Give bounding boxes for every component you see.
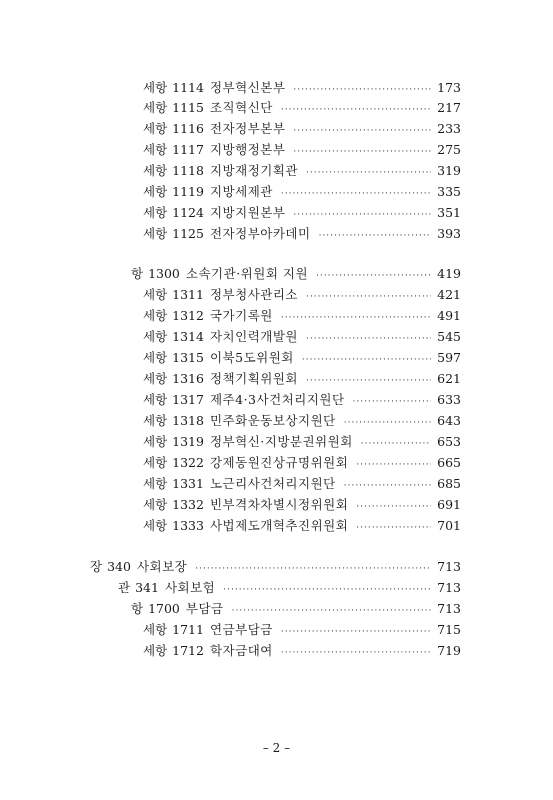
entry-level: 세항	[143, 100, 168, 115]
entry-page-number: 233	[437, 121, 461, 136]
entry-code: 1316	[172, 371, 204, 386]
toc-entry[interactable]	[143, 306, 461, 326]
entry-code: 1124	[172, 205, 204, 220]
entry-level: 세항	[143, 163, 168, 178]
entry-title: 정부혁신본부	[209, 80, 286, 95]
entry-title: 학자금대여	[209, 643, 273, 658]
dot-leader	[344, 413, 431, 433]
entry-page-number: 335	[437, 184, 461, 199]
entry-code: 1125	[172, 226, 204, 241]
dot-leader	[306, 371, 431, 391]
toc-entry[interactable]	[143, 516, 461, 536]
entry-code: 1712	[172, 643, 204, 658]
entry-level: 장	[90, 559, 103, 574]
entry-level: 세항	[143, 329, 168, 344]
dot-leader	[356, 497, 431, 517]
entry-page-number: 351	[437, 205, 461, 220]
entry-page-number: 597	[437, 350, 461, 365]
entry-title: 지방세제관	[209, 184, 273, 199]
entry-level: 세항	[143, 434, 168, 449]
entry-code: 1318	[172, 413, 204, 428]
entry-title: 정책기획위원회	[209, 371, 298, 386]
entry-level: 세항	[143, 184, 168, 199]
dot-leader	[281, 100, 431, 120]
entry-code: 1314	[172, 329, 204, 344]
entry-level: 세항	[143, 476, 168, 491]
entry-code: 1711	[172, 622, 204, 637]
toc-entry[interactable]	[143, 474, 461, 494]
entry-code: 1315	[172, 350, 204, 365]
toc-entry[interactable]	[143, 119, 461, 139]
dot-leader	[356, 455, 431, 475]
entry-title: 조직혁신단	[209, 100, 273, 115]
entry-level: 세항	[143, 518, 168, 533]
dot-leader	[195, 559, 431, 579]
toc-entry[interactable]	[118, 578, 461, 598]
toc-entry[interactable]	[143, 224, 461, 244]
entry-level: 세항	[143, 121, 168, 136]
dot-leader	[306, 163, 431, 183]
entry-title: 정부청사관리소	[209, 287, 298, 302]
entry-level: 항	[131, 601, 144, 616]
entry-page-number: 713	[437, 601, 461, 616]
dot-leader	[344, 476, 431, 496]
toc-entry[interactable]	[143, 98, 461, 118]
entry-title: 이북5도위원회	[209, 350, 294, 365]
dot-leader	[356, 518, 431, 538]
entry-page-number: 685	[437, 476, 461, 491]
entry-code: 1119	[172, 184, 204, 199]
dot-leader	[319, 226, 431, 246]
entry-level: 항	[131, 266, 144, 281]
entry-title: 민주화운동보상지원단	[209, 413, 336, 428]
toc-entry[interactable]	[143, 140, 461, 160]
entry-page-number: 545	[437, 329, 461, 344]
toc-entry[interactable]	[143, 641, 461, 661]
entry-page-number: 173	[437, 80, 461, 95]
entry-code: 1118	[172, 163, 204, 178]
toc-entry[interactable]	[143, 182, 461, 202]
toc-entry[interactable]	[143, 620, 461, 640]
entry-page-number: 275	[437, 142, 461, 157]
entry-title: 사법제도개혁추진위원회	[209, 518, 349, 533]
dot-leader	[293, 205, 431, 225]
dot-leader	[281, 308, 431, 328]
entry-level: 관	[118, 580, 131, 595]
entry-code: 1114	[172, 80, 204, 95]
toc-entry[interactable]	[143, 78, 461, 98]
toc-entry[interactable]	[143, 327, 461, 347]
entry-code: 1331	[172, 476, 204, 491]
entry-page-number: 665	[437, 455, 461, 470]
entry-code: 1311	[172, 287, 204, 302]
entry-title: 자치인력개발원	[209, 329, 298, 344]
entry-page-number: 691	[437, 497, 461, 512]
entry-level: 세항	[143, 413, 168, 428]
entry-code: 1317	[172, 392, 204, 407]
entry-code: 341	[135, 580, 159, 595]
toc-entry[interactable]	[143, 285, 461, 305]
entry-title: 부담금	[185, 601, 224, 616]
entry-page-number: 621	[437, 371, 461, 386]
entry-level: 세항	[143, 350, 168, 365]
toc-entry[interactable]	[131, 264, 461, 284]
toc-entry[interactable]	[143, 411, 461, 431]
entry-code: 1319	[172, 434, 204, 449]
entry-code: 1312	[172, 308, 204, 323]
entry-level: 세항	[143, 392, 168, 407]
entry-level: 세항	[143, 371, 168, 386]
dot-leader	[293, 142, 431, 162]
entry-level: 세항	[143, 643, 168, 658]
dot-leader	[361, 434, 431, 454]
entry-page-number: 643	[437, 413, 461, 428]
entry-title: 연금부담금	[209, 622, 273, 637]
toc-entry[interactable]	[143, 495, 461, 515]
dot-leader	[223, 580, 431, 600]
entry-title: 국가기록원	[209, 308, 273, 323]
entry-level: 세항	[143, 226, 168, 241]
entry-title: 빈부격차차별시정위원회	[209, 497, 349, 512]
entry-code: 1333	[172, 518, 204, 533]
entry-level: 세항	[143, 622, 168, 637]
entry-page-number: 713	[437, 580, 461, 595]
dot-leader	[316, 266, 431, 286]
dot-leader	[293, 80, 431, 100]
entry-title: 노근리사건처리지원단	[209, 476, 336, 491]
entry-title: 전자정부본부	[209, 121, 286, 136]
entry-page-number: 713	[437, 559, 461, 574]
entry-code: 1322	[172, 455, 204, 470]
entry-page-number: 393	[437, 226, 461, 241]
entry-level: 세항	[143, 455, 168, 470]
entry-level: 세항	[143, 308, 168, 323]
entry-code: 1115	[172, 100, 204, 115]
dot-leader	[306, 287, 431, 307]
entry-title: 소속기관·위원회 지원	[185, 266, 309, 281]
entry-level: 세항	[143, 142, 168, 157]
toc-entry[interactable]	[143, 369, 461, 389]
toc-entry[interactable]	[90, 557, 461, 577]
toc-entry[interactable]	[131, 599, 461, 619]
entry-page-number: 633	[437, 392, 461, 407]
entry-page-number: 217	[437, 100, 461, 115]
dot-leader	[281, 643, 431, 663]
toc-entry[interactable]	[143, 348, 461, 368]
entry-level: 세항	[143, 287, 168, 302]
entry-level: 세항	[143, 205, 168, 220]
entry-page-number: 653	[437, 434, 461, 449]
entry-code: 1300	[148, 266, 180, 281]
dot-leader	[353, 392, 431, 412]
page-footer-number: – 2 –	[262, 741, 291, 755]
entry-level: 세항	[143, 497, 168, 512]
entry-title: 정부혁신·지방분권위원회	[209, 434, 353, 449]
entry-title: 전자정부아카데미	[209, 226, 311, 241]
toc-entry[interactable]	[143, 453, 461, 473]
toc-entry[interactable]	[143, 390, 461, 410]
toc-entry[interactable]	[143, 161, 461, 181]
dot-leader	[281, 184, 431, 204]
entry-code: 1700	[148, 601, 180, 616]
entry-page-number: 421	[437, 287, 461, 302]
entry-code: 1332	[172, 497, 204, 512]
entry-page-number: 715	[437, 622, 461, 637]
entry-page-number: 719	[437, 643, 461, 658]
dot-leader	[306, 329, 431, 349]
entry-code: 340	[107, 559, 131, 574]
entry-level: 세항	[143, 80, 168, 95]
entry-title: 지방지원본부	[209, 205, 286, 220]
entry-title: 강제동원진상규명위원회	[209, 455, 349, 470]
entry-title: 제주4·3사건처리지원단	[209, 392, 345, 407]
entry-page-number: 419	[437, 266, 461, 281]
toc-entry[interactable]	[143, 432, 461, 452]
entry-code: 1116	[172, 121, 204, 136]
toc-entry[interactable]	[143, 203, 461, 223]
entry-title: 사회보험	[164, 580, 216, 595]
entry-title: 지방행정본부	[209, 142, 286, 157]
entry-title: 사회보장	[136, 559, 188, 574]
entry-page-number: 491	[437, 308, 461, 323]
dot-leader	[302, 350, 431, 370]
entry-title: 지방재정기획관	[209, 163, 298, 178]
entry-page-number: 701	[437, 518, 461, 533]
entry-code: 1117	[172, 142, 204, 157]
dot-leader	[281, 622, 431, 642]
entry-page-number: 319	[437, 163, 461, 178]
dot-leader	[293, 121, 431, 141]
dot-leader	[232, 601, 431, 621]
